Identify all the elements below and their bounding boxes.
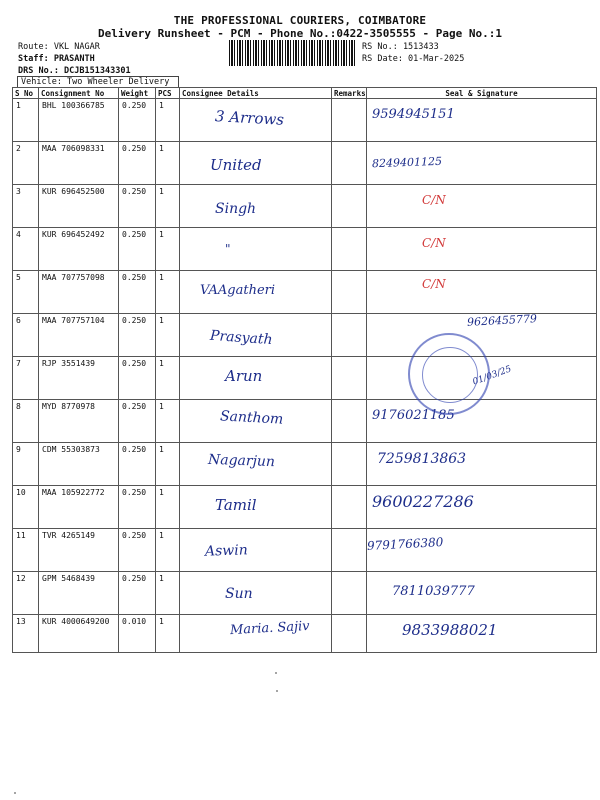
cell-sno: 5 <box>13 271 39 314</box>
table-row <box>13 185 597 228</box>
cell-remarks <box>332 314 367 357</box>
cell-weight: 0.250 <box>119 314 156 357</box>
route-label: Route: VKL NAGAR <box>18 42 100 52</box>
cell-remarks <box>332 529 367 572</box>
table-row <box>13 400 597 443</box>
cell-pcs: 1 <box>156 228 180 271</box>
handwritten-signature: C/N <box>422 193 446 207</box>
handwritten-signature: C/N <box>422 277 446 291</box>
handwritten-consignee-name: Singh <box>215 201 257 217</box>
cell-weight: 0.250 <box>119 142 156 185</box>
cell-pcs: 1 <box>156 185 180 228</box>
handwritten-signature: 9833988021 <box>402 621 498 639</box>
scan-speck <box>14 792 16 794</box>
rs-number: RS No.: 1513433 <box>362 42 439 52</box>
cell-remarks <box>332 271 367 314</box>
cell-consignee <box>180 271 332 314</box>
cell-remarks <box>332 142 367 185</box>
handwritten-signature: 8249401125 <box>371 154 443 171</box>
table-row <box>13 314 597 357</box>
cell-pcs: 1 <box>156 572 180 615</box>
handwritten-consignee-name: Prasyath <box>209 327 274 349</box>
cell-pcs: 1 <box>156 142 180 185</box>
scan-speck <box>275 672 277 674</box>
table-body <box>13 99 597 653</box>
company-title: THE PROFESSIONAL COURIERS, COIMBATORE <box>173 14 427 27</box>
handwritten-consignee-name: United <box>210 156 262 174</box>
cell-weight: 0.250 <box>119 529 156 572</box>
cell-sno: 3 <box>13 185 39 228</box>
handwritten-consignee-name: " <box>225 242 231 256</box>
cell-sno: 4 <box>13 228 39 271</box>
cell-pcs: 1 <box>156 400 180 443</box>
cell-consignment-no: MAA 707757098 <box>39 271 119 314</box>
cell-consignee <box>180 228 332 271</box>
cell-remarks <box>332 400 367 443</box>
cell-pcs: 1 <box>156 357 180 400</box>
cell-seal-signature <box>367 185 597 228</box>
handwritten-consignee-name: Tamil <box>215 496 257 514</box>
cell-seal-signature <box>367 400 597 443</box>
cell-remarks <box>332 486 367 529</box>
cell-consignment-no: CDM 55303873 <box>39 443 119 486</box>
cell-sno: 13 <box>13 615 39 653</box>
handwritten-consignee-name: 3 Arrows <box>214 107 285 129</box>
cell-weight: 0.250 <box>119 400 156 443</box>
cell-pcs: 1 <box>156 314 180 357</box>
handwritten-consignee-name: VAAgatheri <box>200 283 276 298</box>
cell-seal-signature <box>367 615 597 653</box>
cell-consignee <box>180 443 332 486</box>
table-row <box>13 271 597 314</box>
cell-sno: 1 <box>13 99 39 142</box>
handwritten-consignee-name: Maria. Sajiv <box>229 618 310 639</box>
table-row <box>13 357 597 400</box>
cell-seal-signature <box>367 486 597 529</box>
cell-seal-signature <box>367 142 597 185</box>
cell-sno: 9 <box>13 443 39 486</box>
rs-date: RS Date: 01-Mar-2025 <box>362 54 465 64</box>
handwritten-consignee-name: Arun <box>225 367 263 385</box>
cell-remarks <box>332 185 367 228</box>
cell-weight: 0.250 <box>119 486 156 529</box>
runsheet-table <box>12 87 597 653</box>
cell-sno: 11 <box>13 529 39 572</box>
table-row <box>13 572 597 615</box>
cell-weight: 0.010 <box>119 615 156 653</box>
table-row <box>13 486 597 529</box>
cell-consignment-no: MAA 707757104 <box>39 314 119 357</box>
cell-weight: 0.250 <box>119 443 156 486</box>
cell-pcs: 1 <box>156 529 180 572</box>
cell-consignment-no: RJP 3551439 <box>39 357 119 400</box>
cell-seal-signature <box>367 228 597 271</box>
cell-consignee <box>180 185 332 228</box>
cell-weight: 0.250 <box>119 357 156 400</box>
cell-consignment-no: MYD 8770978 <box>39 400 119 443</box>
handwritten-signature: 9176021185 <box>372 408 455 423</box>
handwritten-consignee-name: Nagarjun <box>207 451 276 471</box>
drs-number: DRS No.: DCJB151343301 <box>18 66 131 76</box>
handwritten-signature: C/N <box>422 236 446 250</box>
col-header-consignment: Consignment No <box>39 88 119 99</box>
handwritten-signature: 7259813863 <box>377 451 467 467</box>
handwritten-consignee-name: Sun <box>225 586 253 602</box>
handwritten-signature: 01/03/25 <box>471 364 513 388</box>
col-header-weight: Weight <box>119 88 156 99</box>
handwritten-consignee-name: Santhom <box>219 408 284 428</box>
staff-label: Staff: PRASANTH <box>18 54 95 64</box>
cell-consignment-no: GPM 5468439 <box>39 572 119 615</box>
cell-pcs: 1 <box>156 615 180 653</box>
cell-consignment-no: MAA 706098331 <box>39 142 119 185</box>
table-row <box>13 142 597 185</box>
cell-pcs: 1 <box>156 99 180 142</box>
cell-remarks <box>332 228 367 271</box>
cell-consignee <box>180 400 332 443</box>
handwritten-signature: 7811039777 <box>392 584 475 599</box>
cell-weight: 0.250 <box>119 572 156 615</box>
cell-pcs: 1 <box>156 486 180 529</box>
cell-remarks <box>332 443 367 486</box>
cell-remarks <box>332 615 367 653</box>
cell-seal-signature <box>367 99 597 142</box>
cell-seal-signature <box>367 443 597 486</box>
table-row <box>13 228 597 271</box>
runsheet-subtitle: Delivery Runsheet - PCM - Phone No.:0422-3505555 - Page No.:1 <box>98 27 502 40</box>
cell-weight: 0.250 <box>119 271 156 314</box>
cell-seal-signature <box>367 572 597 615</box>
cell-remarks <box>332 99 367 142</box>
cell-consignment-no: KUR 696452492 <box>39 228 119 271</box>
cell-remarks <box>332 357 367 400</box>
cell-consignee <box>180 99 332 142</box>
cell-weight: 0.250 <box>119 185 156 228</box>
table-row <box>13 529 597 572</box>
table-row <box>13 99 597 142</box>
cell-consignee <box>180 486 332 529</box>
handwritten-signature: 9594945151 <box>372 107 455 122</box>
col-header-pcs: PCS <box>156 88 180 99</box>
handwritten-signature: 9791766380 <box>366 535 444 553</box>
cell-consignee <box>180 357 332 400</box>
col-header-consignee: Consignee Details <box>180 88 332 99</box>
col-header-signature: Seal & Signature <box>367 88 597 99</box>
vehicle-label: Vehicle: Two Wheeler Delivery <box>21 77 170 87</box>
cell-sno: 6 <box>13 314 39 357</box>
cell-consignee <box>180 314 332 357</box>
cell-pcs: 1 <box>156 443 180 486</box>
cell-consignee <box>180 572 332 615</box>
cell-seal-signature <box>367 271 597 314</box>
table-row <box>13 443 597 486</box>
cell-sno: 7 <box>13 357 39 400</box>
cell-pcs: 1 <box>156 271 180 314</box>
col-header-remarks: Remarks <box>332 88 367 99</box>
cell-consignee <box>180 529 332 572</box>
delivery-stamp-seal <box>408 333 490 415</box>
cell-seal-signature <box>367 529 597 572</box>
table-header-row <box>13 88 597 99</box>
cell-sno: 12 <box>13 572 39 615</box>
handwritten-signature: 9600227286 <box>372 492 474 511</box>
scan-speck <box>276 690 278 692</box>
cell-consignment-no: TVR 4265149 <box>39 529 119 572</box>
cell-sno: 2 <box>13 142 39 185</box>
cell-consignment-no: KUR 4000649200 <box>39 615 119 653</box>
cell-weight: 0.250 <box>119 99 156 142</box>
cell-remarks <box>332 572 367 615</box>
cell-consignment-no: MAA 105922772 <box>39 486 119 529</box>
cell-consignee <box>180 615 332 653</box>
handwritten-signature: 9626455779 <box>466 312 538 329</box>
cell-sno: 10 <box>13 486 39 529</box>
col-header-sno: S No <box>13 88 39 99</box>
cell-consignment-no: BHL 100366785 <box>39 99 119 142</box>
handwritten-consignee-name: Aswin <box>204 542 249 560</box>
cell-consignee <box>180 142 332 185</box>
table-row <box>13 615 597 653</box>
cell-consignment-no: KUR 696452500 <box>39 185 119 228</box>
cell-weight: 0.250 <box>119 228 156 271</box>
barcode-image <box>229 40 356 66</box>
cell-sno: 8 <box>13 400 39 443</box>
